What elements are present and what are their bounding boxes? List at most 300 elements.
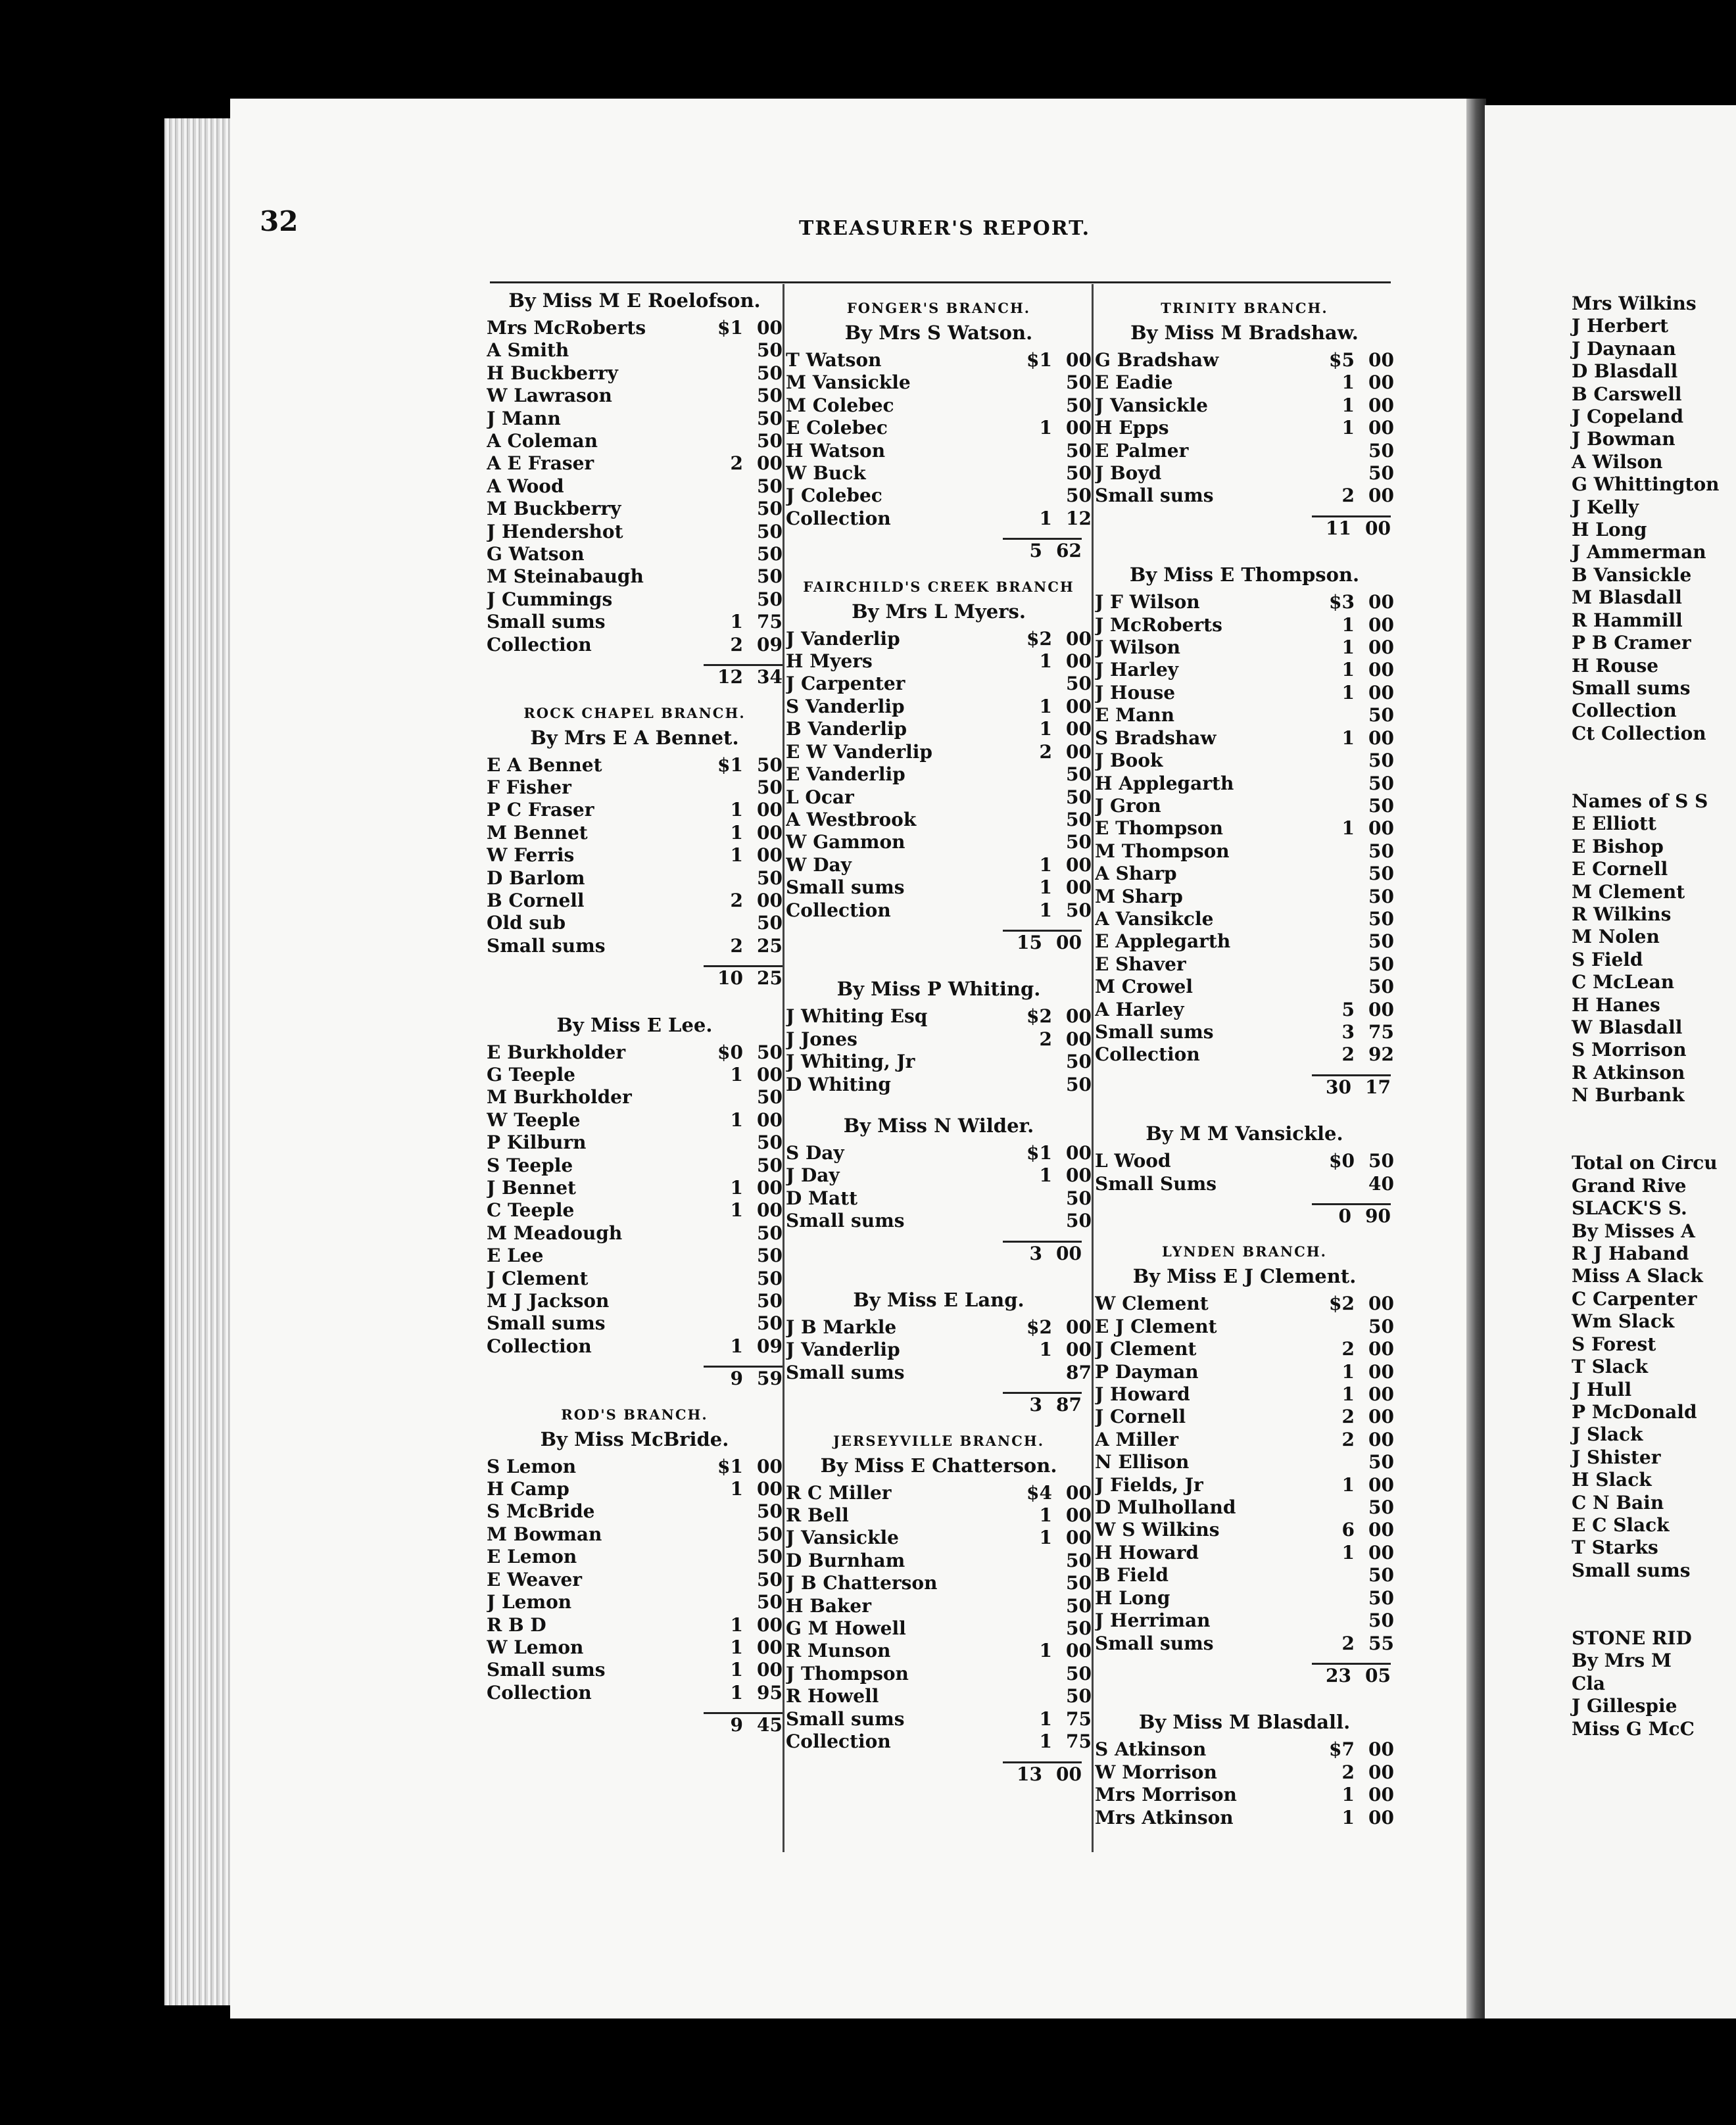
subscriber-name: Collection (487, 1335, 592, 1357)
subscriber-row (487, 1155, 783, 1177)
amount-cents: 50 (757, 1086, 783, 1109)
amount-cents: 00 (757, 821, 783, 844)
subscriber-name: M Buckberry (487, 498, 621, 520)
subscriber-row (1095, 1564, 1394, 1587)
subscriber-name: T Watson (786, 349, 882, 371)
amount-dollars: $1 (717, 317, 743, 339)
subscriber-row (1095, 371, 1394, 394)
right-page-line: J Copeland (1572, 406, 1684, 428)
subscriber-name: E Mann (1095, 704, 1174, 727)
total-row (1312, 517, 1391, 540)
subscriber-name: D Barlom (487, 867, 585, 889)
right-page-line: J Gillespie (1572, 1695, 1677, 1717)
subscriber-name: M Vansickle (786, 371, 911, 394)
amount-cents: 00 (1368, 485, 1394, 507)
amount-cents: 25 (757, 934, 783, 957)
right-page-line: E Elliott (1572, 813, 1656, 835)
subscriber-row (1095, 1021, 1394, 1043)
right-page-line: Total on Circu (1572, 1152, 1718, 1174)
subscriber-row (487, 1268, 783, 1290)
amount-cents: 50 (1368, 1496, 1394, 1519)
subscriber-name: H Epps (1095, 417, 1169, 439)
amount-dollars (1302, 1564, 1355, 1587)
subscriber-row (487, 521, 783, 543)
subscriber-row (1095, 1587, 1394, 1610)
right-page-line: R Atkinson (1572, 1061, 1685, 1084)
right-page-line: D Blasdall (1572, 360, 1678, 383)
right-page-line: J Slack (1572, 1423, 1643, 1446)
right-page-line: R J Haband (1572, 1243, 1689, 1265)
subscriber-name: E Thompson (1095, 817, 1223, 840)
amount-cents: 50 (1066, 763, 1092, 786)
subscriber-name: S Atkinson (1095, 1738, 1207, 1761)
subscriber-row (487, 588, 783, 611)
right-page-line: R Wilkins (1572, 903, 1672, 925)
subscriber-row (1095, 999, 1394, 1021)
subscriber-name: R Munson (786, 1640, 891, 1662)
subscriber-row (786, 1339, 1092, 1361)
amount-dollars: 1 (1341, 1383, 1355, 1406)
amount-cents: 50 (757, 588, 783, 610)
amount-dollars: $0 (1329, 1150, 1355, 1172)
amount-dollars (690, 1312, 743, 1335)
section-total (1003, 1392, 1082, 1416)
subscriber-name: E Weaver (487, 1568, 583, 1590)
subscriber-name: E Eadie (1095, 371, 1173, 394)
amount-cents: 50 (757, 1568, 783, 1590)
right-page-line: J Kelly (1572, 496, 1639, 518)
right-page-line: Ct Collection (1572, 722, 1706, 744)
subscriber-name: J House (1095, 681, 1176, 704)
total-row (704, 1368, 783, 1390)
amount-cents: 50 (1368, 953, 1394, 975)
amount-cents: 50 (757, 1041, 783, 1063)
amount-dollars: 1 (730, 844, 743, 867)
amount-cents: 00 (1368, 998, 1394, 1020)
right-page-line (1572, 1582, 1720, 1604)
amount-dollars: 1 (730, 821, 743, 844)
amount-cents: 50 (757, 1546, 783, 1568)
amount-dollars (690, 362, 743, 385)
subscriber-name: C Teeple (487, 1199, 575, 1222)
subscriber-name: J McRoberts (1095, 613, 1222, 636)
subscriber-row (1095, 930, 1394, 953)
branch-heading: TRINITY BRANCH. (1161, 300, 1328, 316)
amount-cents: 00 (757, 799, 783, 821)
subscriber-name: M Thompson (1095, 840, 1230, 862)
collector-heading: By Miss M E Roelofson. (508, 289, 761, 312)
amount-cents: 50 (1368, 462, 1394, 485)
subscriber-row (487, 890, 783, 912)
amount-dollars (1302, 704, 1355, 727)
total-row (1003, 540, 1082, 562)
amount-cents: 50 (1066, 462, 1092, 485)
amount-cents: 00 (1368, 817, 1394, 840)
subscriber-name: A E Fraser (487, 452, 594, 475)
subscriber-row (1095, 976, 1394, 998)
subscriber-name: J Cummings (487, 588, 613, 610)
subscriber-row (1095, 349, 1394, 371)
amount-cents: 50 (757, 1591, 783, 1613)
amount-dollars (690, 565, 743, 588)
amount-dollars: 2 (1341, 1406, 1355, 1428)
amount-cents: 00 (1066, 1527, 1092, 1549)
amount-cents: 50 (1066, 1073, 1092, 1095)
subscriber-row (786, 763, 1092, 786)
total-cents: 87 (1056, 1394, 1082, 1416)
subscriber-row (1095, 394, 1394, 417)
subscriber-name: E Colebec (786, 417, 888, 439)
right-page-line: J Ammerman (1572, 541, 1706, 563)
subscriber-row (1095, 1807, 1394, 1829)
amount-cents: 50 (757, 1245, 783, 1267)
subscriber-name: Small sums (786, 1210, 905, 1232)
subscriber-name: J B Markle (786, 1316, 897, 1338)
subscriber-name: W Day (786, 853, 852, 876)
subscriber-row (487, 1064, 783, 1086)
amount-dollars: 2 (1341, 1761, 1355, 1783)
subscriber-row (487, 1245, 783, 1267)
amount-dollars: 1 (1039, 1339, 1052, 1361)
subscriber-name: J B Chatterson (786, 1572, 938, 1594)
amount-cents: 00 (1368, 1360, 1394, 1383)
subscriber-row (786, 628, 1092, 650)
amount-cents: 00 (757, 889, 783, 911)
amount-cents: 00 (1368, 636, 1394, 659)
subscriber-row (786, 1572, 1092, 1594)
amount-dollars: 2 (1341, 485, 1355, 507)
subscriber-name: M Sharp (1095, 885, 1183, 907)
subscriber-row (1095, 773, 1394, 795)
subscriber-name: H Long (1095, 1587, 1170, 1609)
amount-cents: 00 (757, 317, 783, 339)
amount-cents: 92 (1368, 1043, 1394, 1066)
amount-cents: 00 (1368, 371, 1394, 394)
subscriber-row (786, 394, 1092, 417)
subscriber-name: Small Sums (1095, 1172, 1217, 1195)
amount-dollars: $4 (1026, 1481, 1052, 1504)
subscriber-name: E W Vanderlip (786, 740, 932, 763)
right-page-line: S Field (1572, 948, 1643, 970)
subscriber-name: E Vanderlip (786, 763, 905, 786)
subscriber-row (1095, 1429, 1394, 1451)
amount-dollars: 1 (1039, 718, 1052, 740)
subscriber-row (786, 1617, 1092, 1640)
amount-dollars (690, 1086, 743, 1109)
right-page-line: E C Slack (1572, 1514, 1670, 1536)
subscriber-row (487, 1682, 783, 1704)
collector-heading: By Miss E Lee. (556, 1013, 713, 1036)
subscriber-name: Collection (487, 633, 592, 656)
subscriber-name: H Baker (786, 1594, 871, 1617)
collector-heading: By Miss E Thompson. (1129, 563, 1360, 586)
subscriber-row (786, 1550, 1092, 1572)
right-page-line: G Whittington (1572, 473, 1720, 496)
subscriber-row (487, 430, 783, 452)
subscriber-name: M Colebec (786, 394, 894, 416)
amount-cents: 00 (757, 1659, 783, 1681)
amount-dollars: 1 (1341, 681, 1355, 704)
amount-dollars (690, 543, 743, 565)
subscriber-name: D Whiting (786, 1073, 891, 1095)
amount-dollars: $0 (717, 1041, 743, 1063)
subscriber-row (786, 1210, 1092, 1232)
amount-cents: 50 (1066, 1572, 1092, 1594)
subscriber-name: J Lemon (487, 1591, 572, 1613)
amount-cents: 50 (757, 753, 783, 776)
subscriber-name: Small sums (786, 1707, 905, 1730)
amount-dollars: $2 (1026, 1005, 1052, 1028)
amount-dollars (1000, 831, 1052, 853)
amount-cents: 50 (1066, 1051, 1092, 1073)
subscriber-name: B Cornell (487, 889, 585, 911)
amount-dollars (1302, 1451, 1355, 1473)
subscriber-name: J Bennet (487, 1177, 576, 1199)
subscriber-row (487, 799, 783, 821)
subscriber-row (1095, 1519, 1394, 1541)
amount-cents: 00 (1368, 659, 1394, 681)
subscriber-row (1095, 485, 1394, 507)
amount-dollars: 1 (730, 1177, 743, 1199)
total-row (1312, 1665, 1391, 1687)
amount-dollars (1000, 673, 1052, 695)
subscriber-row (786, 508, 1092, 530)
collector-heading: By Mrs S Watson. (844, 322, 1033, 344)
subscriber-row (1095, 682, 1394, 704)
subscriber-row (786, 1731, 1092, 1753)
amount-cents: 50 (757, 543, 783, 565)
subscriber-name: W Ferris (487, 844, 575, 867)
subscriber-name: J Whiting Esq (786, 1005, 928, 1028)
subscriber-name: R C Miller (786, 1481, 892, 1504)
amount-dollars: 1 (1039, 695, 1052, 717)
subscriber-row (786, 462, 1092, 485)
subscriber-row (786, 1051, 1092, 1073)
subscriber-name: Collection (487, 1681, 592, 1704)
subscriber-row (1095, 1338, 1394, 1360)
subscriber-row (1095, 659, 1394, 681)
amount-cents: 50 (757, 1500, 783, 1523)
subscriber-name: H Camp (487, 1478, 569, 1500)
total-dollars: 13 (1017, 1763, 1042, 1785)
amount-cents: 00 (1368, 613, 1394, 636)
right-page-line (1572, 745, 1720, 767)
amount-cents: 50 (1066, 1617, 1092, 1640)
subscriber-row (487, 912, 783, 934)
right-page-line: J Hull (1572, 1378, 1632, 1400)
subscriber-row (786, 809, 1092, 831)
subscriber-row (786, 417, 1092, 439)
amount-dollars (690, 1523, 743, 1546)
amount-dollars: 1 (1341, 1784, 1355, 1806)
subscriber-row (1095, 840, 1394, 863)
amount-dollars (690, 385, 743, 407)
subscriber-name: J Mann (487, 407, 561, 429)
subscriber-name: J Boyd (1095, 462, 1162, 485)
subscriber-name: A Smith (487, 339, 569, 362)
total-cents: 00 (1365, 517, 1391, 539)
amount-dollars (1302, 773, 1355, 795)
amount-dollars (690, 1290, 743, 1312)
right-page-line: By Mrs M (1572, 1650, 1672, 1672)
subscriber-row (786, 854, 1092, 876)
section-total (704, 664, 783, 688)
subscriber-name: Collection (786, 899, 891, 921)
subscriber-row (786, 1527, 1092, 1549)
subscriber-row (1095, 417, 1394, 439)
right-page-line (1572, 1130, 1720, 1152)
subscriber-row (1095, 1451, 1394, 1473)
subscriber-name: J Fields, Jr (1095, 1473, 1203, 1496)
amount-cents: 50 (1066, 1594, 1092, 1617)
subscriber-row (487, 1636, 783, 1659)
subscriber-name: A Sharp (1095, 863, 1177, 885)
section-total (1312, 1203, 1391, 1228)
amount-cents: 50 (757, 1267, 783, 1289)
section-total (704, 1712, 783, 1736)
branch-heading: FONGER'S BRANCH. (846, 300, 1031, 316)
subscriber-row (1095, 908, 1394, 930)
amount-cents: 50 (1368, 1315, 1394, 1337)
amount-cents: 50 (1368, 1587, 1394, 1609)
subscriber-row (487, 1659, 783, 1681)
subscriber-name: J Howard (1095, 1383, 1190, 1406)
amount-dollars: 2 (730, 934, 743, 957)
amount-cents: 50 (1368, 840, 1394, 862)
subscriber-row (487, 1523, 783, 1546)
subscriber-name: L Wood (1095, 1150, 1171, 1172)
amount-cents: 00 (1368, 1738, 1394, 1761)
section-total (1312, 1663, 1391, 1687)
subscriber-row (1095, 1383, 1394, 1406)
amount-cents: 50 (757, 912, 783, 934)
amount-cents: 50 (1368, 907, 1394, 930)
amount-cents: 50 (757, 385, 783, 407)
right-page-line: S Morrison (1572, 1039, 1687, 1061)
amount-cents: 50 (757, 867, 783, 889)
amount-dollars: 3 (1341, 1020, 1355, 1043)
subscriber-row (1095, 1542, 1394, 1564)
amount-cents: 50 (1368, 704, 1394, 727)
amount-cents: 00 (1066, 718, 1092, 740)
amount-cents: 50 (1368, 1451, 1394, 1473)
right-page-line: Miss A Slack (1572, 1265, 1703, 1287)
amount-cents: 50 (1066, 1210, 1092, 1232)
subscriber-name: J Gron (1095, 794, 1161, 817)
total-row (704, 666, 783, 688)
subscriber-row (1095, 1496, 1394, 1519)
subscriber-row (786, 1504, 1092, 1527)
subscriber-name: H Applegarth (1095, 772, 1234, 794)
right-page-line: J Herbert (1572, 315, 1669, 337)
section-spacer (1095, 545, 1394, 558)
running-head: TREASURER'S REPORT. (799, 217, 1091, 240)
subscriber-row (786, 1482, 1092, 1504)
amount-cents: 50 (1066, 485, 1092, 507)
subscriber-row (487, 1614, 783, 1636)
total-row (1312, 1205, 1391, 1228)
subscriber-name: E Palmer (1095, 439, 1189, 462)
subscriber-name: D Mulholland (1095, 1496, 1236, 1519)
total-cents: 34 (757, 666, 783, 688)
subscriber-row (1095, 886, 1394, 908)
subscriber-name: L Ocar (786, 786, 854, 808)
subscriber-row (1095, 1173, 1394, 1195)
amount-cents: 00 (1368, 1784, 1394, 1806)
amount-dollars: 1 (1341, 636, 1355, 659)
subscriber-name: M Crowel (1095, 976, 1194, 998)
subscriber-name: A Wood (487, 475, 564, 497)
amount-dollars (1000, 763, 1052, 786)
right-page-line: P B Cramer (1572, 632, 1691, 654)
subscriber-name: G Watson (487, 543, 585, 565)
subscriber-row (1095, 863, 1394, 885)
total-dollars: 3 (1029, 1242, 1042, 1264)
amount-dollars: 1 (1341, 1473, 1355, 1496)
total-cents: 45 (757, 1714, 783, 1736)
amount-cents: 00 (1368, 681, 1394, 704)
amount-cents: 00 (1066, 349, 1092, 371)
subscriber-row (487, 408, 783, 430)
right-page-line: H Slack (1572, 1469, 1652, 1491)
subscriber-row (786, 741, 1092, 763)
amount-dollars: 2 (1341, 1338, 1355, 1360)
subscriber-name: Small sums (1095, 485, 1214, 507)
amount-dollars: 2 (730, 889, 743, 911)
amount-dollars: 1 (1039, 417, 1052, 439)
subscriber-row (1095, 795, 1394, 817)
right-page-line: P McDonald (1572, 1400, 1697, 1423)
amount-cents: 00 (757, 1109, 783, 1131)
amount-cents: 00 (1066, 417, 1092, 439)
amount-cents: 50 (1368, 772, 1394, 794)
subscriber-name: R Bell (786, 1504, 849, 1527)
amount-dollars: 1 (730, 611, 743, 633)
subscriber-row (786, 1708, 1092, 1731)
subscriber-name: S Teeple (487, 1154, 573, 1176)
subscriber-name: Old sub (487, 912, 566, 934)
amount-cents: 00 (1066, 740, 1092, 763)
subscriber-row (487, 475, 783, 498)
amount-cents: 50 (757, 407, 783, 429)
subscriber-row (786, 1663, 1092, 1685)
subscriber-row (786, 1640, 1092, 1662)
amount-dollars (1302, 930, 1355, 953)
amount-dollars (1302, 750, 1355, 772)
amount-cents: 00 (1066, 1141, 1092, 1164)
right-page-line: T Slack (1572, 1356, 1649, 1378)
subscriber-row (487, 1041, 783, 1064)
amount-dollars (1302, 1587, 1355, 1610)
section-spacer (1095, 1104, 1394, 1117)
subscriber-row (1095, 636, 1394, 659)
amount-cents: 00 (1066, 1316, 1092, 1338)
subscriber-name: J Clement (1095, 1338, 1197, 1360)
amount-dollars (1302, 1496, 1355, 1519)
total-cents: 00 (1056, 1242, 1082, 1264)
amount-dollars: 1 (1341, 613, 1355, 636)
right-page-line: J Shister (1572, 1446, 1661, 1468)
amount-cents: 00 (757, 1478, 783, 1500)
amount-dollars: 1 (1039, 650, 1052, 673)
right-page-line: J Bowman (1572, 428, 1676, 450)
amount-dollars: $2 (1026, 1316, 1052, 1338)
amount-cents: 00 (757, 1063, 783, 1086)
subscriber-name: B Vanderlip (786, 718, 907, 740)
amount-dollars: 1 (1039, 1504, 1052, 1527)
subscriber-row (1095, 727, 1394, 750)
subscriber-row (487, 1199, 783, 1222)
